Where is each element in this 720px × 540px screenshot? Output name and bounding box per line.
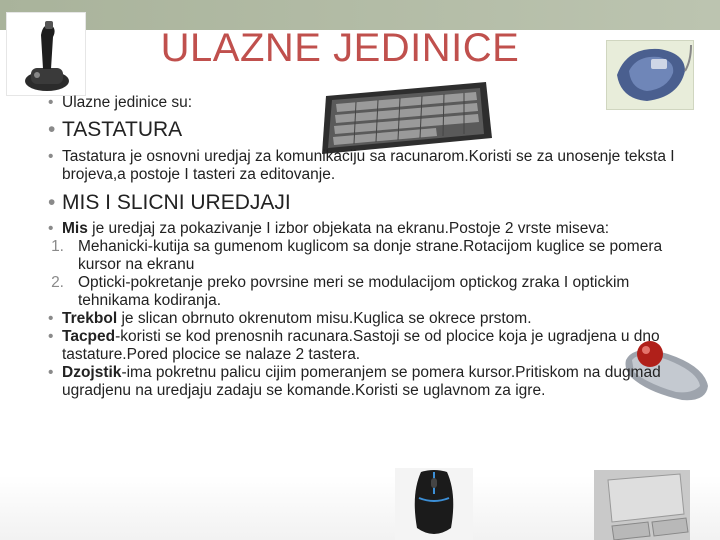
bullet-term: Mis <box>62 220 88 237</box>
bullet-text: -ima pokretnu palicu cijim pomeranjem se pomera kursor.Pritiskom na dugmad ugradjenu na uredjaju zadaju se komande.Koristi se uglavnom za igre. <box>62 364 661 399</box>
bullet-marker: • <box>48 364 54 381</box>
bullet-term: Tacped <box>62 328 116 345</box>
bullet-marker: • <box>48 118 56 141</box>
number-marker: 2. <box>51 274 64 291</box>
bullet-marker: • <box>48 148 54 165</box>
bullet-term: Trekbol <box>62 310 118 327</box>
bullet-text: TASTATURA <box>62 118 183 141</box>
bullet-marker: • <box>48 191 56 214</box>
number-marker: 1. <box>51 238 64 255</box>
slide-title: ULAZNE JEDINICE <box>160 26 520 70</box>
bullet-item <box>24 148 696 184</box>
bullet-text: -koristi se kod prenosnih racunara.Sastoji se od plocice koja je ugradjena u dno tastature.Pored plocice se nalaze 2 tastera. <box>62 328 660 363</box>
numbered-text: Mehanicki-kutija sa gumenom kuglicom sa donje strane.Rotacijom kuglice se pomera kursor na ekranu <box>78 238 663 273</box>
slide-content <box>24 94 696 400</box>
bullet-marker: • <box>48 220 54 237</box>
bullet-term: Dzojstik <box>62 364 122 381</box>
bullet-item <box>24 220 696 238</box>
numbered-item <box>24 274 696 310</box>
bullet-marker: • <box>48 94 54 111</box>
bullet-heading-tastatura <box>24 118 696 142</box>
bullet-text: MIS I SLICNI UREDJAJI <box>62 191 291 214</box>
gaming-mouse-photo <box>395 468 473 540</box>
bullet-marker: • <box>48 328 54 345</box>
bullet-text: Tastatura je osnovni uredjaj za komunikaciju sa racunarom.Koristi se za unosenje teksta I brojeva,a postoje I tasteri za editovanje. <box>62 148 675 183</box>
bullet-heading-mis <box>24 191 696 215</box>
bullet-item <box>24 310 696 328</box>
bullet-text: Ulazne jedinice su: <box>62 94 193 111</box>
bullet-marker: • <box>48 310 54 327</box>
bullet-item <box>24 94 696 112</box>
numbered-text: Opticki-pokretanje preko povrsine meri se modulacijom optickog zraka I optickim tehnikama kodiranja. <box>78 274 630 309</box>
bullet-text: je uredjaj za pokazivanje I izbor objekata na ekranu.Postoje 2 vrste miseva: <box>87 220 610 237</box>
bullet-text: je slican obrnuto okrenutom misu.Kuglica se okrece prstom. <box>117 310 532 327</box>
touchpad-photo <box>594 470 690 540</box>
bullet-item <box>24 364 696 400</box>
numbered-item <box>24 238 696 274</box>
bullet-item <box>24 328 696 364</box>
